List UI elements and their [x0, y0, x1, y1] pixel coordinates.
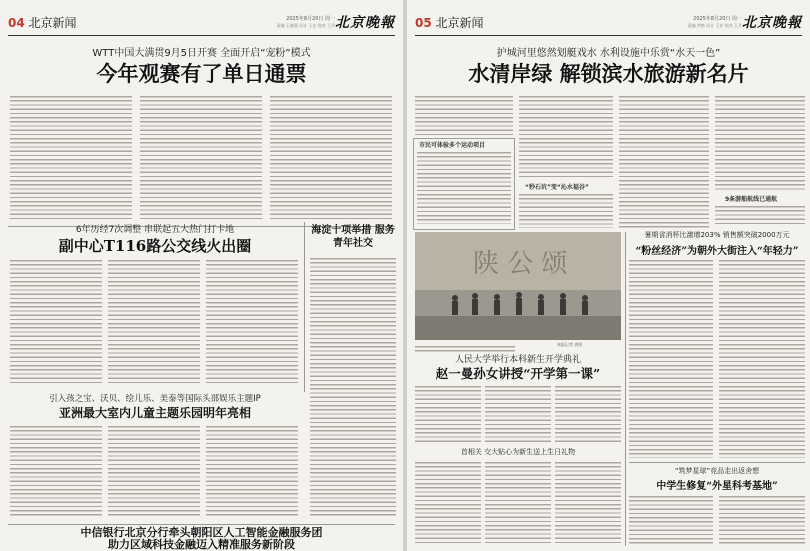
right-box2-body [519, 192, 613, 228]
right-box2-title: “秒石坑”变“沁水福谷” [525, 184, 589, 191]
left-story2-headline: 副中心T116路公交线火出圈 [58, 237, 252, 255]
left-lead-col-2 [140, 94, 262, 222]
right-box3-title: 9条游船航线已通航 [725, 196, 778, 203]
right-br-col-1 [629, 494, 713, 546]
photo-illustration [415, 232, 621, 340]
left-bottom-headline-2: 助力区域科技金融迈入精准服务新阶段 [108, 538, 295, 551]
left-page [0, 0, 403, 551]
right-lead-kicker: 护城河里悠然划艇戏水 水利设施中乐赏“水天一色” [496, 48, 721, 59]
right-staff: 责编 李艳 设计 王宏 校对 王月 [687, 23, 742, 28]
left-story2-col-2 [108, 258, 200, 386]
right-header-rule [415, 35, 802, 36]
right-vertical-divider [625, 232, 626, 546]
right-lead-col-3 [619, 94, 709, 228]
right-box3-body [715, 204, 805, 226]
left-story3-col-3 [206, 424, 298, 518]
right-lead-intro [415, 94, 513, 136]
left-bottom-headline-1: 中信银行北京分行牵头朝阳区人工智能金融服务团 [80, 526, 323, 539]
right-story-headline: “粉丝经济”为朝外大街注入“年轻力” [635, 246, 799, 257]
left-story2-col-1 [10, 258, 102, 386]
right-mid-headline: 赵一曼孙女讲授“开学第一课” [435, 366, 601, 381]
right-page [407, 0, 810, 551]
right-page-number: 05 北京新闻 [415, 16, 484, 30]
left-story2-col-3 [206, 258, 298, 386]
right-lower-col-2 [485, 460, 551, 546]
graduation-ceremony-photo [415, 232, 621, 340]
right-story-col-2 [719, 258, 805, 458]
left-side-body [310, 256, 396, 518]
right-mid-col-1 [415, 384, 481, 444]
right-lower-col-3 [555, 460, 621, 546]
left-divider-2 [8, 524, 395, 525]
right-story-col-1 [629, 258, 713, 458]
right-br-kicker: “筑梦星球”竞品走出返舍想 [674, 467, 760, 475]
left-side-headline: 海淀十项举措 服务青年社交 [311, 225, 395, 249]
left-lead-headline: 今年观赛有了单日通票 [96, 61, 307, 86]
right-logo: 北京晚報 [742, 15, 802, 31]
right-mid-col-2 [485, 384, 551, 444]
left-story3-headline: 亚洲最大室内儿童主题乐园明年亮相 [58, 406, 251, 420]
right-lower-col-1 [415, 460, 481, 546]
left-story3-col-2 [108, 424, 200, 518]
right-br-headline: 中学生修复“外星科考基地” [656, 481, 778, 492]
left-header-rule [8, 35, 395, 36]
right-lead-col-4 [715, 94, 805, 192]
left-story3-kicker: 引入孩之宝、沃贝、绘儿乐、美泰等国际头部娱乐主题IP [49, 394, 261, 404]
left-lead-kicker: WTT中国大满贯9月5日开赛 全面开启“宠粉”模式 [92, 48, 311, 59]
left-story2-kicker: 6年历经7次调整 串联起五大热门打卡地 [75, 225, 235, 235]
right-divider-lower [629, 462, 805, 463]
right-box1-body [417, 150, 511, 224]
right-date: 2025年8月20日 周一 [693, 16, 742, 22]
left-logo: 北京晚報 [335, 15, 395, 31]
left-vertical-divider [304, 222, 305, 392]
right-mid-col-3 [555, 384, 621, 444]
right-story-kicker: 暑期省消杯比激增203% 销售额突破2000万元 [644, 231, 790, 239]
right-lead-col-2 [519, 94, 613, 180]
left-staff: 责编 王晓燕 设计 王宏 校对 王月 [276, 23, 335, 28]
right-page-header [415, 12, 802, 34]
svg-text:陕 公 颂: 陕 公 颂 [473, 249, 568, 279]
left-page-number: 04 北京新闻 [8, 16, 77, 30]
left-lead-col-3 [270, 94, 392, 222]
right-lead-headline: 水清岸绿 解锁滨水旅游新名片 [468, 61, 749, 86]
right-br-col-2 [719, 494, 805, 546]
left-page-header [8, 12, 395, 34]
photo-caption: 本报记者 供图 [557, 342, 583, 347]
photo-caption-text [415, 344, 515, 352]
right-lower-kicker: 首相关 交大贴心为新生送上生日礼物 [460, 448, 576, 456]
left-lead-col-1 [10, 94, 132, 222]
left-date: 2025年8月20日 周一 [286, 16, 335, 22]
left-story3-col-1 [10, 424, 102, 518]
right-box1-title: 市民可体验多个运动项目 [419, 142, 486, 149]
right-mid-kicker: 人民大学举行本科新生开学典礼 [454, 355, 581, 365]
